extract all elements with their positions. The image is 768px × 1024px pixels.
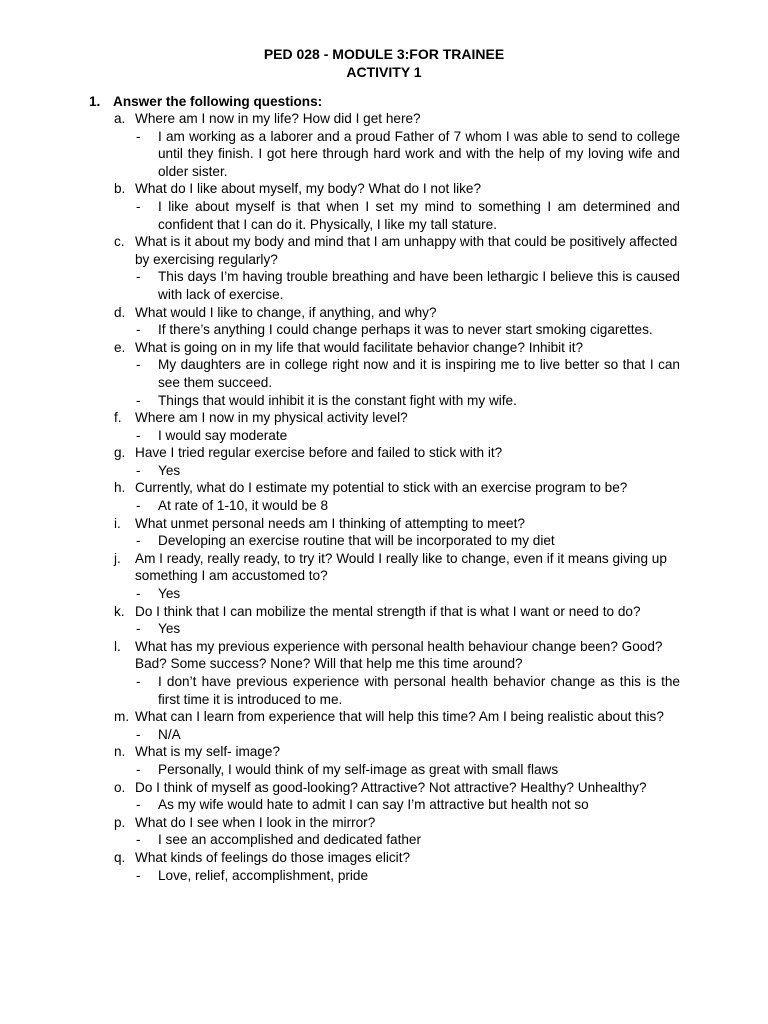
question-letter: e. xyxy=(114,339,126,355)
question-text: Am I ready, really ready, to try it? Would I really like to change, even if it means giving up something I am accustomed to? xyxy=(135,550,667,584)
answer-item xyxy=(114,796,680,814)
answer-text: If there’s anything I could change perhaps it was to never start smoking cigarettes. xyxy=(158,322,653,338)
answer-text: N/A xyxy=(158,726,181,742)
question-letter: l. xyxy=(114,638,121,654)
answer-text: I would say moderate xyxy=(158,427,288,443)
answer-bullet: - xyxy=(136,533,141,549)
question-item xyxy=(114,743,680,778)
answer-bullet: - xyxy=(136,128,141,144)
answer-text: I see an accomplished and dedicated father xyxy=(158,832,421,848)
answer-bullet: - xyxy=(136,761,141,777)
question-letter: m. xyxy=(114,709,130,725)
answer-bullet: - xyxy=(136,797,141,813)
answer-item xyxy=(114,673,680,708)
question-text: Where am I now in my physical activity level? xyxy=(135,410,408,426)
question-letter: b. xyxy=(114,181,126,197)
question-letter: d. xyxy=(114,304,126,320)
question-item xyxy=(114,603,680,638)
question-text: Currently, what do I estimate my potential to stick with an exercise program to be? xyxy=(135,480,628,496)
answer-item xyxy=(114,726,680,744)
question-list xyxy=(114,110,680,884)
answer-item xyxy=(114,198,680,233)
question-letter: p. xyxy=(114,814,126,830)
question-text: What is my self- image? xyxy=(135,744,281,760)
question-text: What would I like to change, if anything, and why? xyxy=(135,304,437,320)
answer-text: Things that would inhibit it is the constant fight with my wife. xyxy=(158,392,517,408)
question-letter: o. xyxy=(114,779,126,795)
question-text: Where am I now in my life? How did I get here? xyxy=(135,111,421,126)
question-text: What unmet personal needs am I thinking of attempting to meet? xyxy=(135,515,525,531)
question-letter: f. xyxy=(114,410,122,426)
question-item xyxy=(114,339,680,409)
answer-text: Love, relief, accomplishment, pride xyxy=(158,867,369,883)
question-item xyxy=(114,444,680,479)
question-item xyxy=(114,638,680,708)
answer-text: Developing an exercise routine that will be incorporated to my diet xyxy=(158,533,555,549)
answer-item xyxy=(114,831,680,849)
answer-bullet: - xyxy=(136,586,141,602)
answer-text: As my wife would hate to admit I can say I’m attractive but health not so xyxy=(158,797,589,813)
question-letter: a. xyxy=(114,111,126,126)
answer-bullet: - xyxy=(136,198,141,214)
question-text: What do I see when I look in the mirror? xyxy=(135,814,376,830)
answer-item xyxy=(114,427,680,445)
answer-text: This days I’m having trouble breathing and have been lethargic I believe this is caused with lack of exercise. xyxy=(158,269,680,302)
answer-bullet: - xyxy=(136,427,141,443)
question-item xyxy=(114,110,680,180)
document-title: PED 028 - MODULE 3:FOR TRAINEE xyxy=(263,46,505,62)
question-letter: c. xyxy=(114,234,125,250)
question-item xyxy=(114,708,680,743)
question-letter: g. xyxy=(114,445,126,461)
answer-bullet: - xyxy=(136,726,141,742)
answer-text: Yes xyxy=(158,462,181,478)
question-letter: h. xyxy=(114,480,126,496)
question-item xyxy=(114,814,680,849)
question-item xyxy=(114,515,680,550)
question-text: What can I learn from experience that will help this time? Am I being realistic about this? xyxy=(135,709,664,725)
question-text: What has my previous experience with personal health behaviour change been? Good? Bad? Some success? None? Will that help me this time around? xyxy=(135,638,663,672)
answer-bullet: - xyxy=(136,621,141,637)
question-item xyxy=(114,409,680,444)
answer-item xyxy=(114,128,680,181)
answer-text: At rate of 1-10, it would be 8 xyxy=(158,498,329,514)
answer-text: I am working as a laborer and a proud Father of 7 whom I was able to send to college until they finish. I got here through hard work and with the help of my loving wife and older sister. xyxy=(158,128,680,179)
answer-bullet: - xyxy=(136,674,141,689)
answer-item xyxy=(114,532,680,550)
question-letter: i. xyxy=(114,515,121,531)
answer-text: Yes xyxy=(158,621,181,637)
question-letter: k. xyxy=(114,603,125,619)
question-item xyxy=(114,849,680,884)
question-item xyxy=(114,779,680,814)
question-letter: q. xyxy=(114,849,126,865)
answer-text: I don’t have previous experience with personal health behavior change as this is the first time it is introduced to me. xyxy=(158,674,680,707)
answer-bullet: - xyxy=(136,867,141,883)
answer-bullet: - xyxy=(136,392,141,408)
question-letter: j. xyxy=(114,550,121,566)
answer-bullet: - xyxy=(136,357,141,373)
answer-text: My daughters are in college right now and it is inspiring me to live better so that I can see them succeed. xyxy=(158,357,680,390)
answer-text: Personally, I would think of my self-image as great with small flaws xyxy=(158,761,559,777)
answer-item xyxy=(114,497,680,515)
question-item xyxy=(114,180,680,233)
question-item xyxy=(114,479,680,514)
answer-item xyxy=(114,620,680,638)
question-item xyxy=(114,233,680,303)
question-letter: n. xyxy=(114,744,126,760)
answer-item xyxy=(114,585,680,603)
document-subtitle: ACTIVITY 1 xyxy=(346,64,422,80)
question-text: What kinds of feelings do those images elicit? xyxy=(135,849,411,865)
answer-item xyxy=(114,867,680,885)
answer-bullet: - xyxy=(136,498,141,514)
answer-item xyxy=(114,392,680,410)
section-heading-text: Answer the following questions: xyxy=(113,94,323,109)
section-heading xyxy=(89,93,322,111)
question-text: Do I think that I can mobilize the mental strength if that is what I want or need to do? xyxy=(135,603,641,619)
answer-bullet: - xyxy=(136,322,141,338)
question-item xyxy=(114,550,680,603)
question-text: Do I think of myself as good-looking? Attractive? Not attractive? Healthy? Unhealthy? xyxy=(135,779,647,795)
answer-item xyxy=(114,268,680,303)
answer-item xyxy=(114,321,680,339)
answer-bullet: - xyxy=(136,269,141,285)
answer-item xyxy=(114,462,680,480)
question-text: What do I like about myself, my body? What do I not like? xyxy=(135,181,482,197)
answer-bullet: - xyxy=(136,832,141,848)
answer-item xyxy=(114,761,680,779)
answer-item xyxy=(114,356,680,391)
answer-text: I like about myself is that when I set my mind to something I am determined and confident that I can do it. Physically, I like my tall stature. xyxy=(158,198,680,232)
question-item xyxy=(114,304,680,339)
section-number: 1. xyxy=(89,94,101,109)
question-text: Have I tried regular exercise before and failed to stick with it? xyxy=(135,445,503,461)
answer-bullet: - xyxy=(136,462,141,478)
question-text: What is going on in my life that would facilitate behavior change? Inhibit it? xyxy=(135,339,584,355)
answer-text: Yes xyxy=(158,586,181,602)
question-text: What is it about my body and mind that I am unhappy with that could be positively affected by exercising regularly? xyxy=(135,234,678,267)
